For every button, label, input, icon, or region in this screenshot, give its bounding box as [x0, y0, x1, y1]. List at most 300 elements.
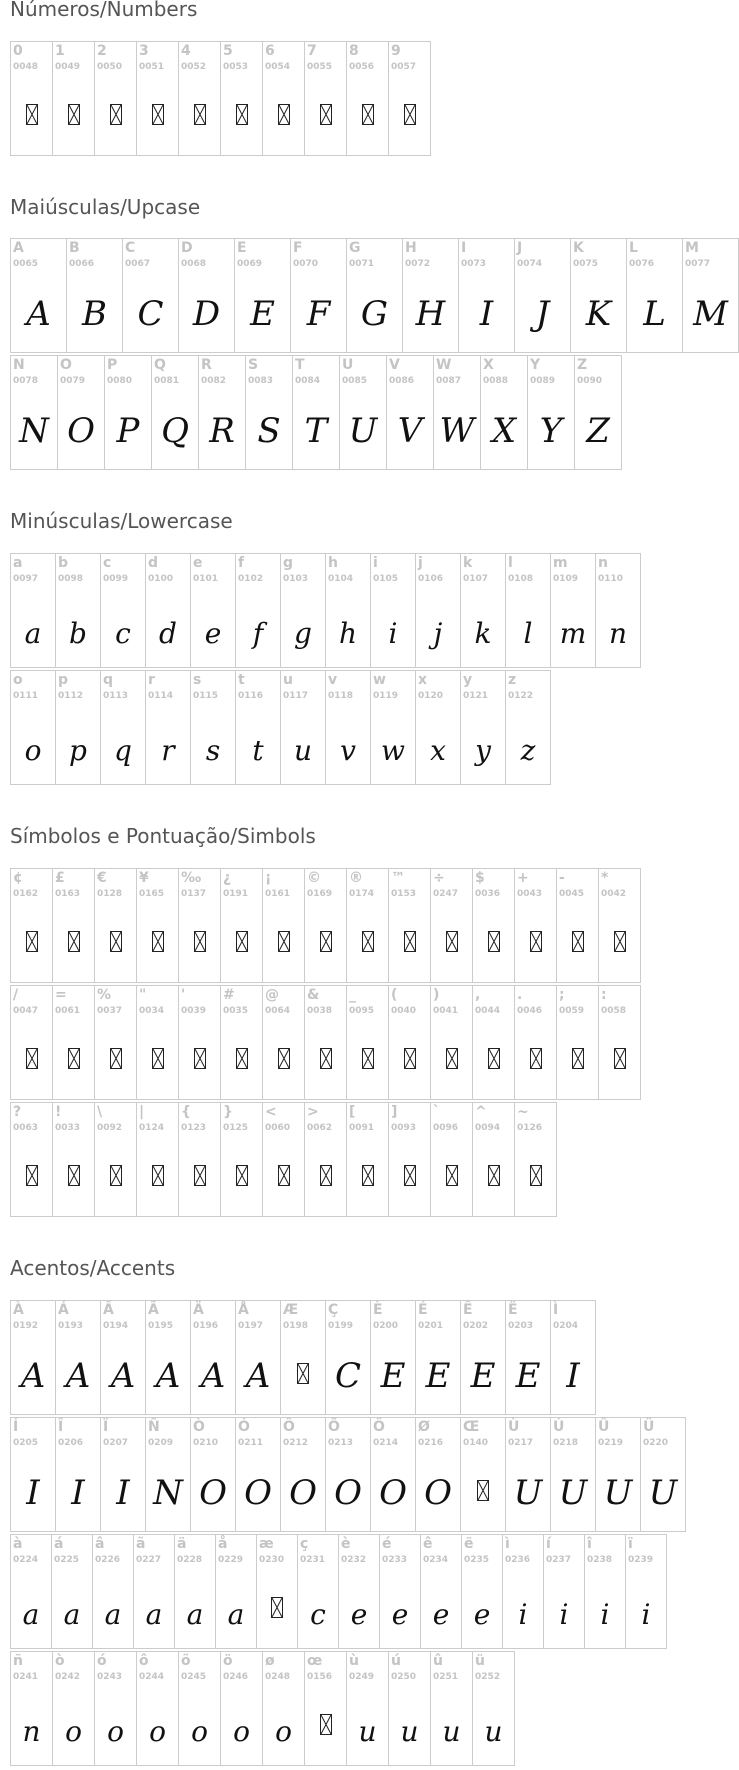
char-code: 0235	[464, 1555, 490, 1565]
missing-glyph-icon	[446, 1048, 458, 1069]
glyph-preview: X	[491, 411, 517, 451]
glyph-preview: j	[433, 617, 443, 650]
char-code: 0161	[265, 889, 291, 899]
glyph-cell	[640, 1417, 686, 1532]
glyph-preview: u	[442, 1715, 461, 1748]
glyph-cell	[460, 553, 506, 668]
glyph-preview: A	[245, 1356, 271, 1396]
glyph-cell	[235, 1417, 281, 1532]
char-code: 0214	[373, 1438, 399, 1448]
glyph-preview: C	[334, 1356, 361, 1396]
char-code: 0076	[629, 259, 655, 269]
glyph-cell	[145, 670, 191, 785]
glyph-cell	[346, 985, 389, 1100]
glyph-cell	[52, 1651, 95, 1766]
missing-glyph-icon	[362, 1165, 374, 1186]
glyph-cell	[388, 1651, 431, 1766]
missing-glyph-icon	[362, 104, 374, 125]
char-code: 0074	[517, 259, 543, 269]
glyph-cell	[584, 1534, 626, 1649]
char-label: b	[58, 555, 69, 571]
char-label: é	[382, 1536, 392, 1552]
char-code: 0227	[136, 1555, 162, 1565]
char-code: 0233	[382, 1555, 408, 1565]
char-label: o	[13, 672, 23, 688]
char-code: 0193	[58, 1321, 84, 1331]
glyph-preview: u	[484, 1715, 503, 1748]
glyph-preview: O	[67, 411, 95, 451]
char-label: 5	[223, 43, 233, 59]
glyph-preview: o	[65, 1715, 82, 1748]
missing-glyph-icon	[477, 1480, 489, 1501]
char-code: 0108	[508, 574, 534, 584]
glyph-cell	[145, 1300, 191, 1415]
char-code: 0126	[517, 1123, 543, 1133]
glyph-preview: U	[648, 1473, 678, 1513]
missing-glyph-icon	[278, 1165, 290, 1186]
glyph-cell	[598, 868, 641, 983]
char-code: 0239	[628, 1555, 654, 1565]
glyph-cell	[280, 1300, 326, 1415]
char-label: ü	[475, 1653, 485, 1669]
missing-glyph-icon	[278, 931, 290, 952]
char-label: 6	[265, 43, 275, 59]
char-code: 0112	[58, 691, 84, 701]
glyph-cell	[297, 1534, 339, 1649]
char-code: 0163	[55, 889, 81, 899]
char-code: 0106	[418, 574, 444, 584]
glyph-preview: O	[244, 1473, 272, 1513]
glyph-cell	[325, 670, 371, 785]
char-label: 1	[55, 43, 65, 59]
char-code: 0051	[139, 62, 165, 72]
glyph-preview: Q	[161, 411, 189, 451]
glyph-cell	[472, 868, 515, 983]
glyph-preview: a	[22, 1598, 40, 1631]
glyph-row	[10, 1534, 666, 1649]
glyph-row	[10, 670, 550, 785]
glyph-cell	[505, 670, 551, 785]
char-label: Ò	[193, 1419, 205, 1435]
glyph-preview: R	[209, 411, 235, 451]
char-label: Ê	[463, 1302, 473, 1318]
glyph-cell	[461, 1534, 503, 1649]
glyph-preview: E	[515, 1356, 541, 1396]
missing-glyph-icon	[236, 1165, 248, 1186]
char-code: 0102	[238, 574, 264, 584]
char-code: 0047	[13, 1006, 39, 1016]
char-label: â	[95, 1536, 105, 1552]
glyph-preview: H	[415, 294, 446, 334]
char-label: ã	[136, 1536, 146, 1552]
glyph-cell	[133, 1534, 175, 1649]
char-code: 0041	[433, 1006, 459, 1016]
glyph-preview: a	[24, 617, 42, 650]
char-code: 0040	[391, 1006, 417, 1016]
glyph-row	[10, 1651, 514, 1766]
char-code: 0083	[248, 376, 274, 386]
missing-glyph-icon	[530, 1048, 542, 1069]
char-label: _	[349, 987, 356, 1003]
glyph-cell	[94, 1651, 137, 1766]
glyph-preview: T	[304, 411, 328, 451]
char-label: ë	[464, 1536, 474, 1552]
char-label: ù	[349, 1653, 359, 1669]
glyph-cell	[550, 1417, 596, 1532]
char-code: 0080	[107, 376, 133, 386]
char-label: O	[60, 357, 72, 373]
char-label: í	[546, 1536, 551, 1552]
glyph-preview: l	[523, 617, 533, 650]
glyph-preview: E	[380, 1356, 406, 1396]
char-code: 0098	[58, 574, 84, 584]
glyph-cell	[190, 670, 236, 785]
section-title: Acentos/Accents	[10, 1256, 176, 1280]
glyph-cell	[262, 1651, 305, 1766]
glyph-cell	[304, 985, 347, 1100]
missing-glyph-icon	[320, 1165, 332, 1186]
char-code: 0117	[283, 691, 309, 701]
char-code: 0044	[475, 1006, 501, 1016]
char-label: ñ	[13, 1653, 23, 1669]
char-code: 0236	[505, 1555, 531, 1565]
glyph-cell	[304, 41, 347, 156]
glyph-cell	[370, 1300, 416, 1415]
char-code: 0207	[103, 1438, 129, 1448]
glyph-cell	[145, 553, 191, 668]
glyph-cell	[215, 1534, 257, 1649]
glyph-cell	[262, 41, 305, 156]
char-label: *	[601, 870, 609, 886]
char-label: Æ	[283, 1302, 299, 1318]
glyph-preview: U	[348, 411, 378, 451]
char-code: 0195	[148, 1321, 174, 1331]
glyph-cell	[178, 1651, 221, 1766]
char-code: 0115	[193, 691, 219, 701]
glyph-cell	[402, 238, 459, 353]
glyph-preview: e	[473, 1598, 491, 1631]
char-label: l	[508, 555, 513, 571]
glyph-preview: e	[350, 1598, 368, 1631]
glyph-preview: N	[19, 411, 49, 451]
char-code: 0059	[559, 1006, 585, 1016]
glyph-cell	[505, 553, 551, 668]
char-label: i	[373, 555, 378, 571]
char-label: "	[139, 987, 147, 1003]
char-code: 0237	[546, 1555, 572, 1565]
glyph-preview: f	[252, 617, 264, 650]
char-label: #	[223, 987, 235, 1003]
glyph-cell	[595, 553, 641, 668]
missing-glyph-icon	[446, 1165, 458, 1186]
glyph-preview: e	[204, 617, 222, 650]
glyph-cell	[388, 1102, 431, 1217]
glyph-preview: O	[199, 1473, 227, 1513]
missing-glyph-icon	[110, 1048, 122, 1069]
char-code: 0218	[553, 1438, 579, 1448]
missing-glyph-icon	[26, 1048, 38, 1069]
glyph-preview: s	[205, 734, 221, 767]
glyph-preview: A	[20, 1356, 46, 1396]
char-code: 0238	[587, 1555, 613, 1565]
char-code: 0069	[237, 259, 263, 269]
char-label: Ç	[328, 1302, 339, 1318]
section-title: Minúsculas/Lowercase	[10, 509, 233, 533]
char-label: ©	[307, 870, 321, 886]
glyph-row	[10, 1300, 595, 1415]
char-label: L	[629, 240, 638, 256]
char-label: H	[405, 240, 417, 256]
missing-glyph-icon	[110, 1165, 122, 1186]
char-label: î	[587, 1536, 592, 1552]
char-label: ò	[55, 1653, 65, 1669]
char-label: U	[342, 357, 354, 373]
glyph-cell	[460, 1300, 506, 1415]
char-code: 0194	[103, 1321, 129, 1331]
char-code: 0034	[139, 1006, 165, 1016]
char-label: Œ	[463, 1419, 480, 1435]
glyph-cell	[94, 41, 137, 156]
char-code: 0197	[238, 1321, 264, 1331]
missing-glyph-icon	[152, 1048, 164, 1069]
glyph-cell	[234, 238, 291, 353]
glyph-cell	[420, 1534, 462, 1649]
char-label: k	[463, 555, 473, 571]
glyph-cell	[220, 1651, 263, 1766]
char-code: 0247	[433, 889, 459, 899]
glyph-cell	[136, 1102, 179, 1217]
glyph-row	[10, 985, 640, 1100]
glyph-cell	[10, 238, 67, 353]
char-label: >	[307, 1104, 319, 1120]
glyph-preview: t	[252, 734, 264, 767]
char-label: !	[55, 1104, 62, 1120]
glyph-cell	[574, 355, 622, 470]
glyph-cell	[136, 1651, 179, 1766]
char-code: 0091	[349, 1123, 375, 1133]
glyph-cell	[472, 1102, 515, 1217]
glyph-cell	[100, 1417, 146, 1532]
glyph-cell	[178, 868, 221, 983]
char-code: 0169	[307, 889, 333, 899]
char-label: ®	[349, 870, 363, 886]
glyph-cell	[190, 1300, 236, 1415]
glyph-row	[10, 355, 621, 470]
glyph-cell	[433, 355, 481, 470]
char-code: 0198	[283, 1321, 309, 1331]
glyph-preview: I	[26, 1473, 40, 1513]
glyph-preview: n	[22, 1715, 41, 1748]
missing-glyph-icon	[297, 1363, 309, 1384]
missing-glyph-icon	[614, 1048, 626, 1069]
char-code: 0251	[433, 1672, 459, 1682]
glyph-preview: A	[200, 1356, 226, 1396]
char-label: x	[418, 672, 428, 688]
char-code: 0077	[685, 259, 711, 269]
glyph-cell	[543, 1534, 585, 1649]
glyph-cell	[10, 868, 53, 983]
char-label: I	[461, 240, 467, 256]
char-label: ^	[475, 1104, 487, 1120]
char-code: 0212	[283, 1438, 309, 1448]
char-label: ø	[265, 1653, 275, 1669]
char-code: 0234	[423, 1555, 449, 1565]
missing-glyph-icon	[362, 931, 374, 952]
char-label: è	[341, 1536, 351, 1552]
glyph-cell	[220, 41, 263, 156]
char-code: 0053	[223, 62, 249, 72]
glyph-cell	[556, 985, 599, 1100]
glyph-preview: F	[306, 294, 331, 334]
glyph-preview: r	[161, 734, 175, 767]
char-code: 0226	[95, 1555, 121, 1565]
glyph-preview: x	[430, 734, 446, 767]
char-label: æ	[259, 1536, 274, 1552]
glyph-cell	[10, 41, 53, 156]
char-code: 0230	[259, 1555, 285, 1565]
glyph-preview: a	[186, 1598, 204, 1631]
glyph-cell	[55, 553, 101, 668]
char-code: 0065	[13, 259, 39, 269]
char-code: 0036	[475, 889, 501, 899]
char-code: 0088	[483, 376, 509, 386]
char-label: W	[436, 357, 452, 373]
glyph-cell	[52, 41, 95, 156]
missing-glyph-icon	[194, 931, 206, 952]
glyph-cell	[339, 355, 387, 470]
glyph-cell	[514, 238, 571, 353]
char-code: 0224	[13, 1555, 39, 1565]
char-label: F	[293, 240, 303, 256]
char-code: 0072	[405, 259, 431, 269]
char-label: á	[54, 1536, 64, 1552]
missing-glyph-icon	[236, 931, 248, 952]
glyph-preview: o	[149, 1715, 166, 1748]
char-label: ú	[391, 1653, 401, 1669]
missing-glyph-icon	[68, 1165, 80, 1186]
char-code: 0116	[238, 691, 264, 701]
char-code: 0090	[577, 376, 603, 386]
glyph-cell	[190, 553, 236, 668]
char-label: ö	[223, 1653, 233, 1669]
glyph-cell	[386, 355, 434, 470]
glyph-preview: W	[439, 411, 475, 451]
char-code: 0095	[349, 1006, 375, 1016]
glyph-cell	[235, 1300, 281, 1415]
char-code: 0093	[391, 1123, 417, 1133]
glyph-cell	[346, 1651, 389, 1766]
glyph-preview: e	[391, 1598, 409, 1631]
glyph-preview: a	[104, 1598, 122, 1631]
missing-glyph-icon	[278, 104, 290, 125]
char-label: Ó	[238, 1419, 250, 1435]
char-label: w	[373, 672, 386, 688]
glyph-preview: E	[470, 1356, 496, 1396]
char-code: 0213	[328, 1438, 354, 1448]
glyph-cell	[280, 670, 326, 785]
char-code: 0249	[349, 1672, 375, 1682]
glyph-cell	[235, 553, 281, 668]
char-code: 0078	[13, 376, 39, 386]
char-label: X	[483, 357, 494, 373]
char-label: %	[97, 987, 112, 1003]
section-title: Símbolos e Pontuação/Simbols	[10, 824, 316, 848]
glyph-cell	[304, 868, 347, 983]
glyph-preview: O	[334, 1473, 362, 1513]
glyph-preview: J	[535, 294, 550, 334]
char-code: 0057	[391, 62, 417, 72]
glyph-cell	[415, 670, 461, 785]
char-label: Ñ	[148, 1419, 160, 1435]
missing-glyph-icon	[404, 104, 416, 125]
char-code: 0246	[223, 1672, 249, 1682]
char-label: (	[391, 987, 398, 1003]
char-code: 0105	[373, 574, 399, 584]
glyph-cell	[346, 868, 389, 983]
glyph-preview: V	[397, 411, 423, 451]
char-label: S	[248, 357, 259, 373]
char-label: r	[148, 672, 155, 688]
glyph-cell	[625, 1534, 667, 1649]
glyph-cell	[598, 985, 641, 1100]
glyph-cell	[100, 670, 146, 785]
glyph-cell	[136, 985, 179, 1100]
glyph-cell	[10, 1534, 52, 1649]
glyph-cell	[51, 1534, 93, 1649]
missing-glyph-icon	[152, 1165, 164, 1186]
char-code: 0153	[391, 889, 417, 899]
glyph-cell	[55, 1300, 101, 1415]
glyph-cell	[10, 1102, 53, 1217]
glyph-preview: O	[379, 1473, 407, 1513]
char-label: [	[349, 1104, 356, 1120]
char-code: 0201	[418, 1321, 444, 1331]
char-code: 0210	[193, 1438, 219, 1448]
glyph-preview: U	[558, 1473, 588, 1513]
glyph-cell	[570, 238, 627, 353]
glyph-preview: o	[275, 1715, 292, 1748]
char-code: 0070	[293, 259, 319, 269]
glyph-cell	[388, 985, 431, 1100]
glyph-row	[10, 238, 738, 353]
missing-glyph-icon	[278, 1048, 290, 1069]
glyph-cell	[458, 238, 515, 353]
missing-glyph-icon	[26, 104, 38, 125]
glyph-cell	[10, 553, 56, 668]
char-label: ê	[423, 1536, 433, 1552]
glyph-preview: I	[71, 1473, 85, 1513]
glyph-preview: u	[358, 1715, 377, 1748]
char-label: ;	[559, 987, 565, 1003]
char-code: 0099	[103, 574, 129, 584]
char-code: 0216	[418, 1438, 444, 1448]
char-code: 0124	[139, 1123, 165, 1133]
char-code: 0035	[223, 1006, 249, 1016]
glyph-cell	[556, 868, 599, 983]
char-code: 0082	[201, 376, 227, 386]
missing-glyph-icon	[152, 931, 164, 952]
glyph-cell	[94, 985, 137, 1100]
glyph-preview: a	[227, 1598, 245, 1631]
char-code: 0125	[223, 1123, 249, 1133]
char-label: &	[307, 987, 320, 1003]
char-label: K	[573, 240, 584, 256]
char-code: 0079	[60, 376, 86, 386]
char-label: Ø	[418, 1419, 430, 1435]
char-code: 0063	[13, 1123, 39, 1133]
char-code: 0121	[463, 691, 489, 701]
glyph-cell	[460, 670, 506, 785]
